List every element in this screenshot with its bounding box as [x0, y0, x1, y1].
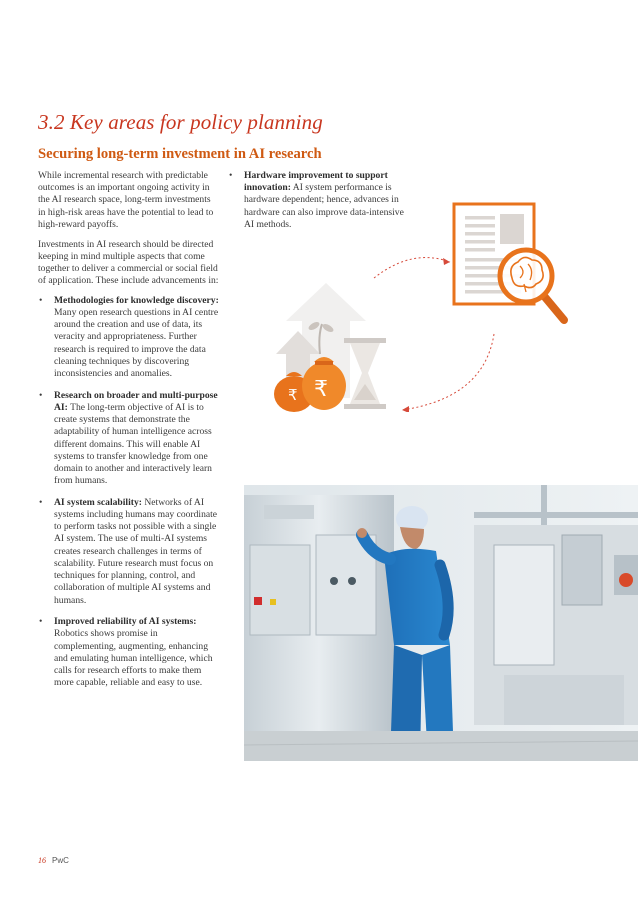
- bullet-mark: •: [39, 389, 43, 401]
- bullet-term: Research on broader and multi-purpose AI:: [54, 389, 218, 413]
- rupee-label: ₹: [314, 377, 328, 402]
- bullet-mark: •: [229, 170, 233, 181]
- bullet-text: Networks of AI systems including humans may coordinate to perform tasks not possible with a single AI system. The use of multi-AI systems creates research challenges in terms of scalability. Future research must focus on techniques for planning, control, and collaboration of multiple AI systems and humans.: [54, 496, 218, 606]
- arrow-head-icon: [402, 406, 409, 412]
- bullet-text: Robotics shows promise in complementing, augmenting, enhancing and emulating human intelligence, which calls for research efforts to make them more capable, reliable and easy to use.: [54, 628, 213, 689]
- bullet-mark: •: [39, 616, 43, 628]
- indicator-light: [254, 597, 262, 605]
- bullet-text: Many open research questions in AI centre around the creation and use of data, its veracity and appropriateness. Further research is required to improve the data cleaning techniques by discovering inconsistencies and anomalies.: [54, 307, 219, 380]
- list-item: [38, 497, 220, 607]
- brand-name: PwC: [52, 856, 69, 865]
- dotted-connector: [374, 258, 450, 278]
- rupee-label: ₹: [288, 386, 298, 404]
- lab-worker-photo: [244, 485, 638, 761]
- intro-paragraph: While incremental research with predictable outcomes is an important ongoing activity in the AI research space, long-term investments in high-risk areas have the potential to lead to high-reward payoffs.: [38, 170, 214, 230]
- bullet-term: Improved reliability of AI systems:: [54, 616, 197, 628]
- intro-paragraph: Investments in AI research should be directed keeping in mind multiple aspects that come together to deliver a commercial or social field of application. These include advancements in:: [38, 238, 219, 287]
- list-item: [38, 390, 220, 488]
- bullet-list: [38, 295, 220, 690]
- page-footer: [38, 856, 69, 865]
- dotted-connector: [402, 334, 494, 410]
- list-item: [38, 616, 220, 689]
- bullet-text: AI system performance is hardware dependent; hence, advances in hardware can also improve data-intensive AI methods.: [244, 182, 404, 230]
- left-column: [38, 170, 220, 699]
- bullet-term: Methodologies for knowledge discovery:: [54, 294, 219, 306]
- hourglass-icon: [344, 338, 386, 409]
- bullet-mark: •: [39, 294, 43, 306]
- magnifier-brain-icon: [500, 250, 564, 320]
- valve-icon: [619, 573, 633, 587]
- investment-illustration: [262, 186, 602, 412]
- bullet-term: Hardware improvement to support innovation:: [244, 170, 388, 194]
- section-heading: Securing long-term investment in AI research: [38, 146, 322, 162]
- bullet-text: The long-term objective of AI is to create systems that demonstrate the adaptability of human intelligence across different domains. This will enable AI systems to transfer knowledge from one domain to another and interactively learn from humans.: [54, 401, 212, 487]
- bullet-mark: •: [39, 496, 43, 508]
- page-number: 16: [38, 856, 46, 865]
- bullet-term: AI system scalability:: [54, 496, 142, 508]
- list-item: [38, 295, 220, 380]
- arrow-head-icon: [443, 258, 450, 265]
- page-title: 3.2 Key areas for policy planning: [38, 110, 323, 134]
